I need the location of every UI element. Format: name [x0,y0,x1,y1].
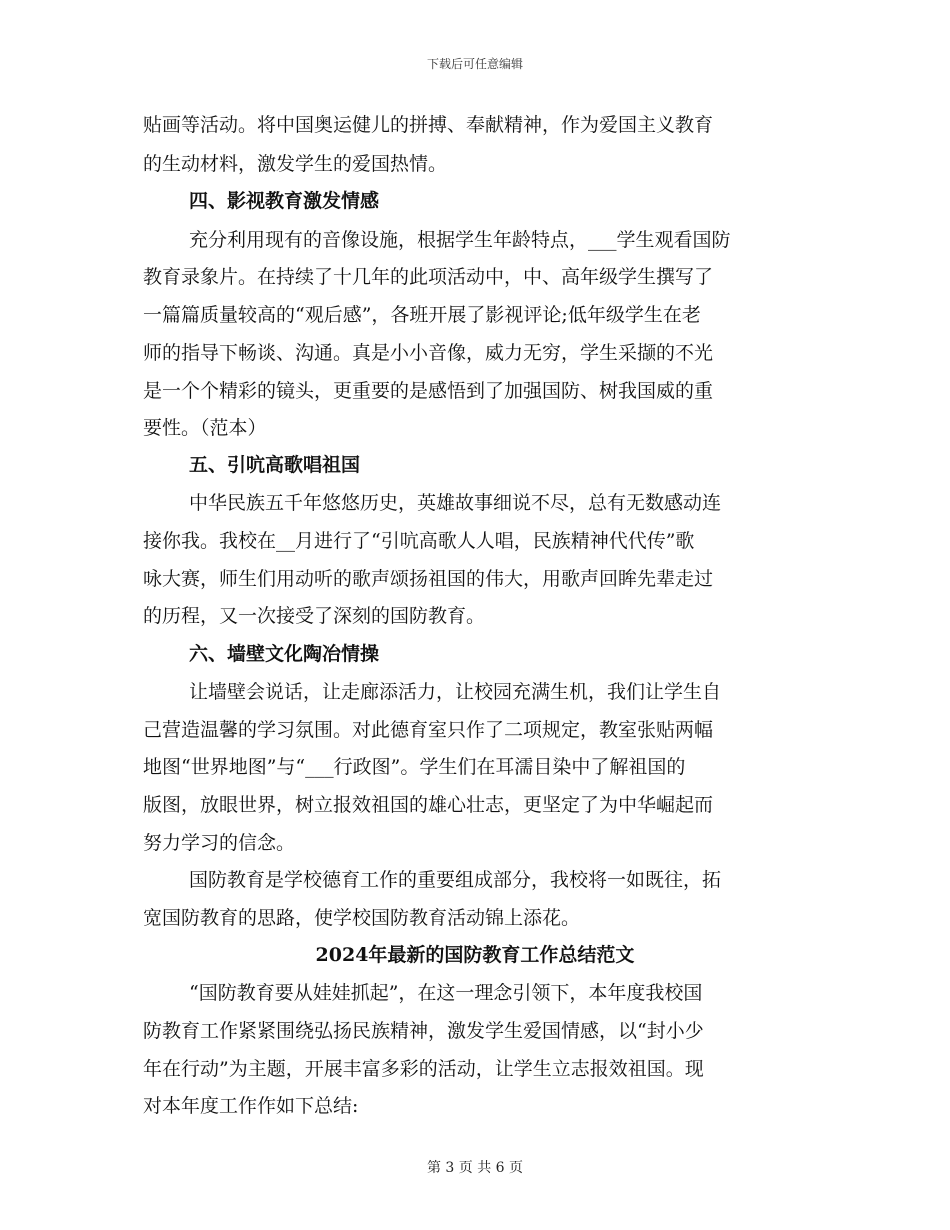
body-line: 地图“世界地图”与“___行政图”。学生们在耳濡目染中了解祖国的 [143,756,686,778]
body-line: 贴画等活动。将中国奥运健儿的拼搏、奉献精神，作为爱国主义教育 [143,114,714,136]
body-line: 防教育工作紧紧围绕弘扬民族精神，激发学生爱国情感，以“封小少 [143,1020,704,1042]
body-line: 己营造温馨的学习氛围。对此德育室只作了二项规定，教室张贴两幅 [143,719,714,741]
body-line: 充分利用现有的音像设施，根据学生年龄特点，___学生观看国防 [189,229,731,251]
body-line: 中华民族五千年悠悠历史，英雄故事细说不尽，总有无数感动连 [189,492,722,514]
body-line: “国防教育要从娃娃抓起”，在这一理念引领下，本年度我校国 [189,982,703,1004]
body-line: 是一个个精彩的镜头，更重要的是感悟到了加强国防、树我国威的重 [143,380,714,402]
body-line: 要性。（范本） [143,417,267,439]
section-heading-6: 六、墙壁文化陶冶情操 [189,643,380,665]
body-line: 努力学习的信念。 [143,832,296,854]
page-header-note: 下载后可任意编辑 [426,57,523,71]
body-line: 版图，放眼世界，树立报效祖国的雄心壮志，更坚定了为中华崛起而 [143,794,714,816]
page-number: 第 3 页 共 6 页 [426,1160,524,1176]
body-line: 年在行动”为主题，开展丰富多彩的活动，让学生立志报效祖国。现 [143,1058,704,1080]
body-line: 对本年度工作作如下总结: [143,1095,359,1117]
body-line: 国防教育是学校德育工作的重要组成部分，我校将一如既往，拓 [189,869,722,891]
body-line: 宽国防教育的思路，使学校国防教育活动锦上添花。 [143,907,581,929]
body-line: 一篇篇质量较高的“观后感”，各班开展了影视评论;低年级学生在老 [143,304,701,326]
body-line: 师的指导下畅谈、沟通。真是小小音像，威力无穷，学生采撷的不光 [143,342,714,364]
document-title: 2024年最新的国防教育工作总结范文 [315,944,635,966]
body-line: 的历程，又一次接受了深刻的国防教育。 [143,605,486,627]
body-line: 咏大赛，师生们用动听的歌声颂扬祖国的伟大，用歌声回眸先辈走过 [143,568,714,590]
body-line: 让墙壁会说话，让走廊添活力，让校园充满生机，我们让学生自 [189,681,722,703]
body-line: 教育录象片。在持续了十几年的此项活动中，中、高年级学生撰写了 [143,266,714,288]
section-heading-4: 四、影视教育激发情感 [189,190,380,212]
body-line: 的生动材料，激发学生的爱国热情。 [143,153,448,175]
body-line: 接你我。我校在__月进行了“引吭高歌人人唱，民族精神代代传”歌 [143,530,695,552]
section-heading-5: 五、引吭高歌唱祖国 [189,454,361,476]
